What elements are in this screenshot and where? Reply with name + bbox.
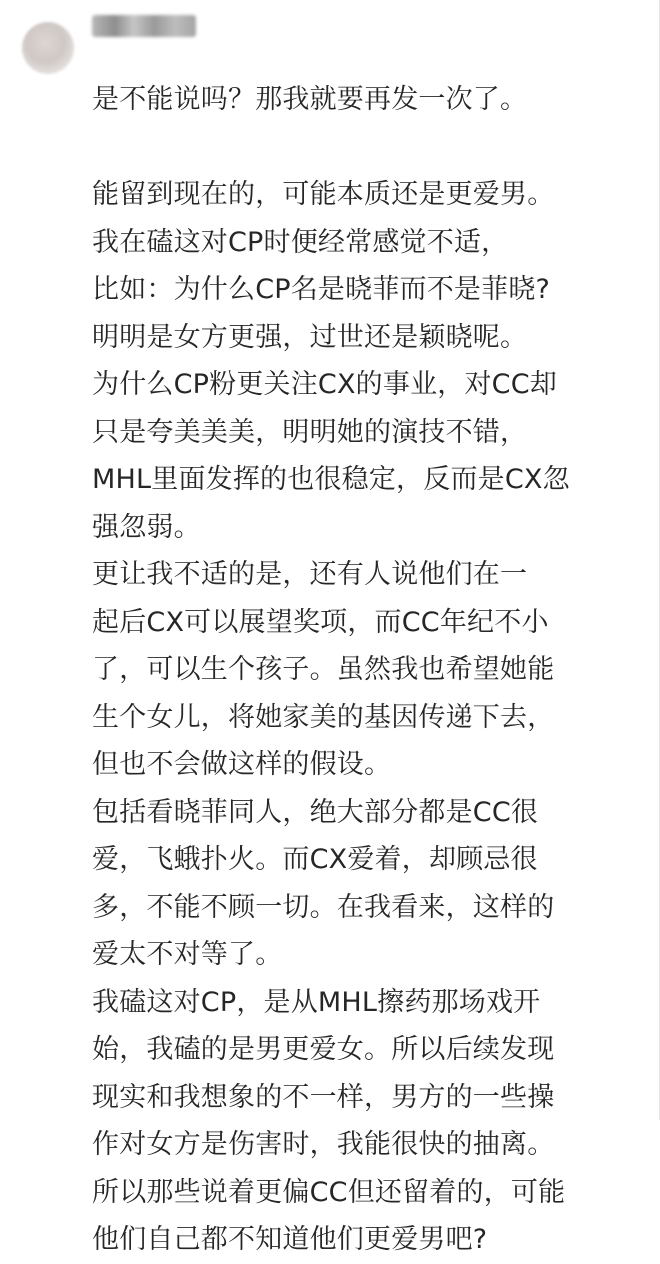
comment-line: 起后CX可以展望奖项，而CC年纪不小 [92, 606, 549, 638]
comment-line: 包括看晓菲同人，绝大部分都是CC很 [92, 796, 539, 828]
comment-line: MHL里面发挥的也很稳定，反而是CX忽 [92, 464, 570, 495]
comment-line: 作对女方是伤害时，我能很快的抽离。 [92, 1129, 555, 1160]
comment-line: 只是夸美美美，明明她的演技不错， [92, 416, 528, 448]
avatar[interactable] [22, 22, 74, 74]
comment-blank-line [92, 124, 652, 172]
username-blurred[interactable] [92, 15, 196, 37]
comment-line: 更让我不适的是，还有人说他们在一 [92, 559, 528, 590]
comment-body [92, 76, 652, 1264]
comment-line: 是不能说吗？那我就要再发一次了。 [92, 84, 528, 115]
comment-line: 我磕这对CP，是从MHL擦药那场戏开 [92, 986, 541, 1018]
comment-line: 但也不会做这样的假设。 [92, 749, 392, 780]
comment-line: 他们自己都不知道他们更爱男吧? [92, 1224, 488, 1255]
comment-line: 了，可以生个孩子。虽然我也希望她能 [92, 654, 555, 685]
comment-line: 生个女儿，将她家美的基因传递下去， [92, 701, 555, 733]
comment-line: 爱太不对等了。 [92, 939, 283, 970]
comment-line: 比如：为什么CP名是晓菲而不是菲晓? [92, 274, 551, 305]
comment-line: 爱，飞蛾扑火。而CX爱着，却顾忌很 [92, 844, 538, 875]
comment-line: 所以那些说着更偏CC但还留着的，可能 [92, 1176, 566, 1208]
comment-line: 强忽弱。 [92, 511, 201, 543]
comment-line: 为什么CP粉更关注CX的事业，对CC却 [92, 369, 557, 400]
comment-line: 能留到现在的，可能本质还是更爱男。 [92, 179, 555, 210]
comment-line: 现实和我想象的不一样，男方的一些操 [92, 1081, 555, 1113]
comment-line: 明明是女方更强，过世还是颖晓呢。 [92, 321, 528, 353]
comment-line: 多，不能不顾一切。在我看来，这样的 [92, 891, 555, 923]
comment-line: 始，我磕的是男更爱女。所以后续发现 [92, 1034, 555, 1065]
comment-line: 我在磕这对CP时便经常感觉不适， [92, 226, 509, 258]
